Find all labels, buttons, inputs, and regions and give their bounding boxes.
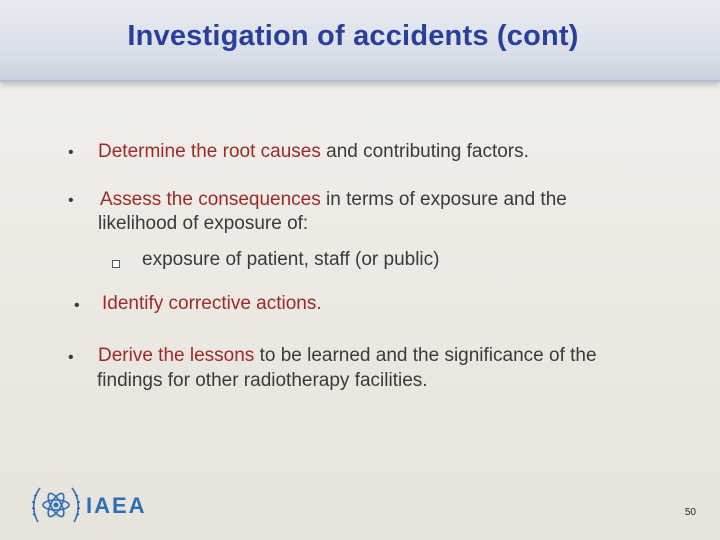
bullet-marker: • <box>68 192 74 209</box>
bullet-text <box>98 140 529 164</box>
bullet-highlight: Derive the lessons <box>98 345 255 366</box>
bullet-text-line2: likelihood of exposure of: <box>98 213 309 234</box>
bullet-rest: in terms of exposure and the <box>320 189 567 210</box>
square-bullet-icon <box>112 260 120 268</box>
bullet-marker: • <box>68 144 74 161</box>
sub-bullet-text: exposure of patient, staff (or public) <box>142 249 440 270</box>
bullet-text <box>100 188 567 212</box>
logo-text: IAEA <box>86 493 147 518</box>
bullet-highlight: Determine the root causes <box>98 141 321 162</box>
title-band <box>0 0 720 82</box>
bullet-text-line2: findings for other radiotherapy facilities. <box>97 370 428 391</box>
page-number: 50 <box>684 507 696 518</box>
bullet-highlight: Assess the consequences <box>100 189 321 210</box>
bullet-text <box>102 292 322 316</box>
bullet-text <box>98 344 597 368</box>
iaea-logo-icon <box>30 482 82 528</box>
bullet-rest: and contributing factors. <box>320 141 529 162</box>
bullet-rest: to be learned and the significance of the <box>254 345 597 366</box>
bullet-highlight: Identify corrective actions. <box>102 293 322 314</box>
slide-title: Investigation of accidents (cont) <box>127 20 579 52</box>
bullet-marker: • <box>68 349 74 366</box>
bullet-marker: • <box>74 297 80 314</box>
